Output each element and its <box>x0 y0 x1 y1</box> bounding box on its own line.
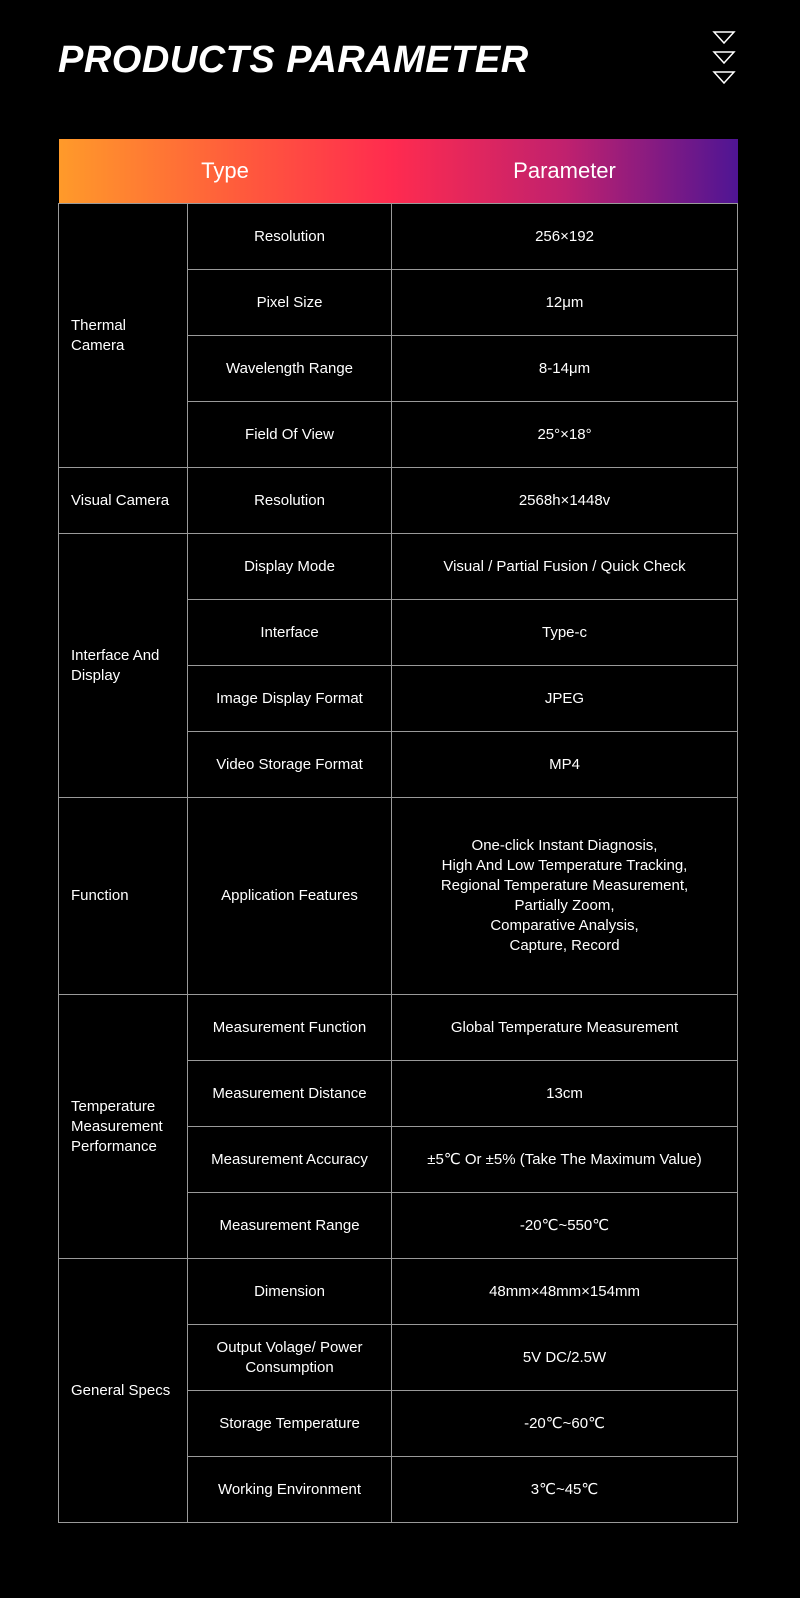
table-row <box>59 798 738 995</box>
page-title: PRODUCTS PARAMETER <box>58 39 529 81</box>
feature-line: Partially Zoom, <box>514 897 615 914</box>
item-label: Video Storage Format <box>188 732 392 798</box>
item-value: 5V DC/2.5W <box>392 1325 738 1391</box>
item-label: Measurement Distance <box>188 1061 392 1127</box>
item-value: -20℃~60℃ <box>392 1391 738 1457</box>
item-value: 12μm <box>392 270 738 336</box>
category-function: Function <box>59 798 188 995</box>
item-label: Storage Temperature <box>188 1391 392 1457</box>
feature-line: Capture, Record <box>509 937 620 954</box>
item-label: Working Environment <box>188 1457 392 1523</box>
table-row <box>59 995 738 1061</box>
feature-line: High And Low Temperature Tracking, <box>441 857 688 874</box>
item-label: Measurement Range <box>188 1193 392 1259</box>
category-visual-camera: Visual Camera <box>59 468 188 534</box>
feature-line: One-click Instant Diagnosis, <box>471 837 658 854</box>
item-label: Dimension <box>188 1259 392 1325</box>
item-value: MP4 <box>392 732 738 798</box>
item-value: 13cm <box>392 1061 738 1127</box>
item-value: 2568h×1448v <box>392 468 738 534</box>
item-label: Application Features <box>188 798 392 995</box>
item-label: Field Of View <box>188 402 392 468</box>
item-label: Pixel Size <box>188 270 392 336</box>
item-label: Measurement Accuracy <box>188 1127 392 1193</box>
feature-line: Comparative Analysis, <box>490 917 639 934</box>
table-row <box>59 534 738 600</box>
item-value: ±5℃ Or ±5% (Take The Maximum Value) <box>392 1127 738 1193</box>
item-value: 25°×18° <box>392 402 738 468</box>
category-general-specs: General Specs <box>59 1259 188 1523</box>
item-value: 48mm×48mm×154mm <box>392 1259 738 1325</box>
category-temperature-measurement-performance: Temperature Measurement Performance <box>59 995 188 1259</box>
item-label: Measurement Function <box>188 995 392 1061</box>
item-label: Output Volage/ Power Consumption <box>188 1325 392 1391</box>
feature-line: Regional Temperature Measurement, <box>440 877 689 894</box>
application-features-value <box>392 798 738 995</box>
item-value: Global Temperature Measurement <box>392 995 738 1061</box>
table-row <box>59 468 738 534</box>
item-value: -20℃~550℃ <box>392 1193 738 1259</box>
header-parameter: Parameter <box>392 139 738 204</box>
table-row <box>59 1259 738 1325</box>
item-value: 8-14μm <box>392 336 738 402</box>
triple-down-chevron-icon <box>712 30 736 88</box>
item-label: Display Mode <box>188 534 392 600</box>
item-label: Interface <box>188 600 392 666</box>
item-value: 256×192 <box>392 204 738 270</box>
item-value: Type-c <box>392 600 738 666</box>
product-parameter-table <box>58 139 738 1523</box>
item-value: Visual / Partial Fusion / Quick Check <box>392 534 738 600</box>
item-label: Image Display Format <box>188 666 392 732</box>
table-row <box>59 204 738 270</box>
item-label: Resolution <box>188 204 392 270</box>
item-value: JPEG <box>392 666 738 732</box>
table-header-row <box>59 139 738 204</box>
category-interface-and-display: Interface And Display <box>59 534 188 798</box>
category-thermal-camera: Thermal Camera <box>59 204 188 468</box>
header-type: Type <box>59 139 392 204</box>
item-label: Wavelength Range <box>188 336 392 402</box>
item-label: Resolution <box>188 468 392 534</box>
item-value: 3℃~45℃ <box>392 1457 738 1523</box>
